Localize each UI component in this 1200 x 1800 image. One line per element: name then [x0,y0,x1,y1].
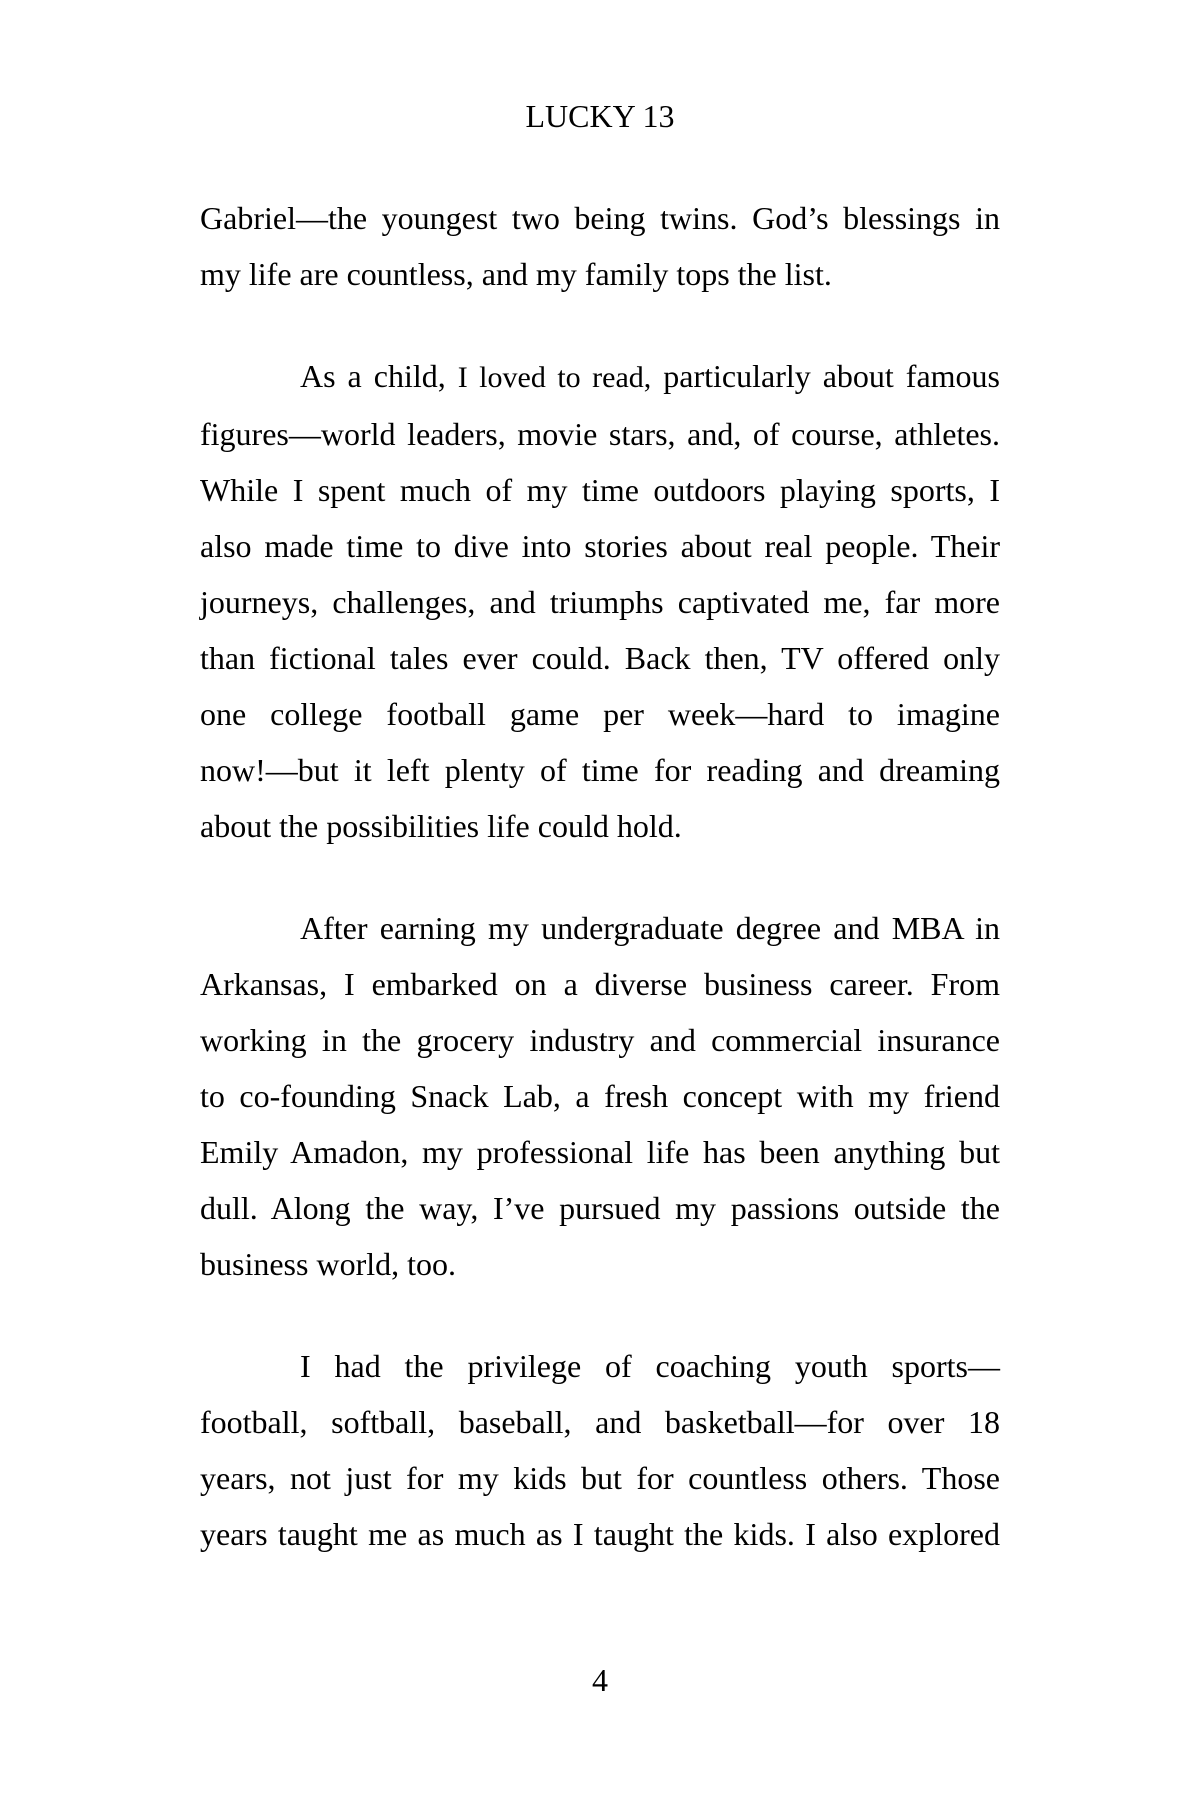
text-line: Arkansas, I embarked on a diverse business career. From [200,966,1000,1002]
text-line: to co-founding Snack Lab, a fresh concept with my friend [200,1078,1000,1114]
text-line: working in the grocery industry and commercial insurance [200,1022,1000,1058]
text-segment: particularly about famous [651,358,1000,394]
text-line: than fictional tales ever could. Back then, TV offered only [200,640,1000,676]
text-line: about the possibilities life could hold. [200,808,682,844]
text-line: Gabriel—the youngest two being twins. God’s blessings in [200,200,1000,236]
text-line: Emily Amadon, my professional life has been anything but [200,1134,1000,1170]
text-line: years taught me as much as I taught the kids. I also explored [200,1516,1000,1552]
text-line: figures—world leaders, movie stars, and, of course, athletes. [200,416,1000,452]
text-line: journeys, challenges, and triumphs captivated me, far more [200,584,1000,620]
paragraph [200,190,1000,302]
text-line: football, softball, baseball, and basketball—for over 18 [200,1404,1000,1440]
text-segment: As a child, [300,358,458,394]
text-line: now!—but it left plenty of time for reading and dreaming [200,752,1000,788]
paragraph [200,348,1000,854]
page-number: 4 [592,1662,608,1698]
text-line: While I spent much of my time outdoors playing sports, I [200,472,1000,508]
page-header-title: LUCKY 13 [525,98,675,134]
text-line: dull. Along the way, I’ve pursued my passions outside the [200,1190,1000,1226]
text-line: After earning my undergraduate degree and MBA in [300,910,1000,946]
text-line: business world, too. [200,1246,456,1282]
text-column [200,88,1000,1562]
text-line: my life are countless, and my family tops the list. [200,256,832,292]
paragraph [200,900,1000,1292]
text-line: also made time to dive into stories about real people. Their [200,528,1000,564]
paragraph [200,1338,1000,1562]
body-text [200,190,1000,1562]
alt-font-phrase: I loved to read, [457,361,652,394]
text-line: years, not just for my kids but for countless others. Those [200,1460,1000,1496]
text-line [200,348,1000,406]
text-line: I had the privilege of coaching youth sports— [300,1348,1000,1384]
text-line: one college football game per week—hard to imagine [200,696,1000,732]
